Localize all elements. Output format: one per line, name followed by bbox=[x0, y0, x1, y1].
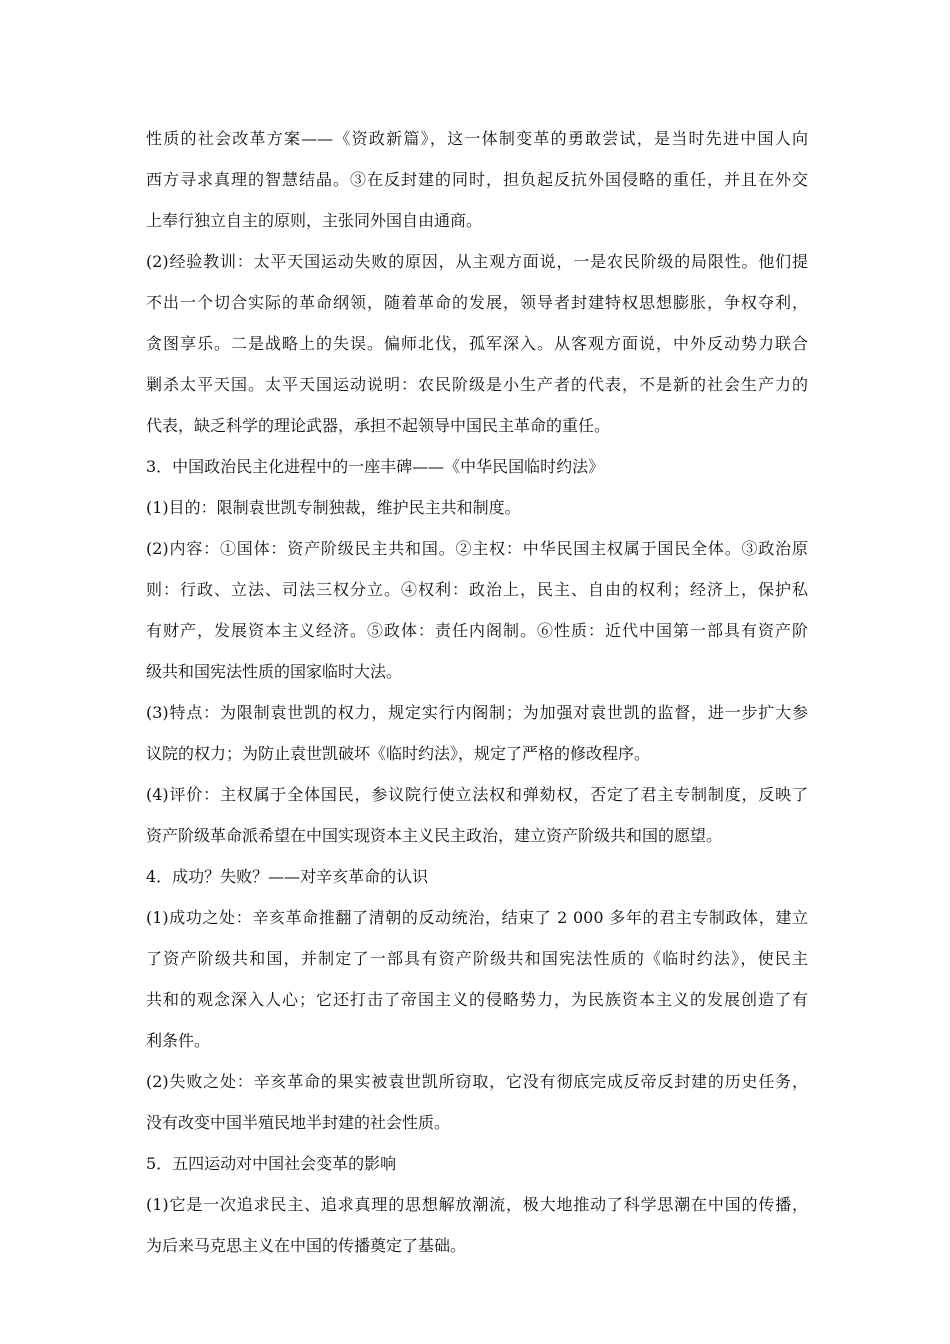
text-line: 贪图享乐。二是战略上的失误。偏师北伐，孤军深入。从客观方面说，中外反动势力联合 bbox=[146, 334, 808, 353]
text-line: 则：行政、立法、司法三权分立。④权利：政治上，民主、自由的权利；经济上，保护私 bbox=[146, 580, 808, 599]
text-line: 4．成功？失败？——对辛亥革命的认识 bbox=[146, 867, 429, 886]
text-line: 3．中国政治民主化进程中的一座丰碑——《中华民国临时约法》 bbox=[146, 457, 605, 476]
text-line: 剿杀太平天国。太平天国运动说明：农民阶级是小生产者的代表，不是新的社会生产力的 bbox=[146, 375, 808, 394]
text-line: 共和的观念深入人心；它还打击了帝国主义的侵略势力，为民族资本主义的发展创造了有 bbox=[146, 990, 808, 1009]
text-line: 5．五四运动对中国社会变革的影响 bbox=[146, 1154, 397, 1173]
text-line: 为后来马克思主义在中国的传播奠定了基础。 bbox=[146, 1236, 467, 1255]
text-line: 议院的权力；为防止袁世凯破坏《临时约法》，规定了严格的修改程序。 bbox=[146, 744, 651, 763]
text-line: (2)失败之处：辛亥革命的果实被袁世凯所窃取，它没有彻底完成反帝反封建的历史任务， bbox=[146, 1072, 808, 1091]
text-line: 级共和国宪法性质的国家临时大法。 bbox=[146, 662, 403, 681]
text-line: (2)内容：①国体：资产阶级民主共和国。②主权：中华民国主权属于国民全体。③政治原 bbox=[146, 539, 808, 558]
text-line: (1)成功之处：辛亥革命推翻了清朝的反动统治，结束了 2 000 多年的君主专制政体，建立 bbox=[146, 908, 808, 927]
text-line: (4)评价：主权属于全体国民，参议院行使立法权和弹劾权，否定了君主专制制度，反映了 bbox=[146, 785, 808, 804]
text-line: 利条件。 bbox=[146, 1031, 211, 1050]
text-line: 有财产，发展资本主义经济。⑤政体：责任内阁制。⑥性质：近代中国第一部具有资产阶 bbox=[146, 621, 808, 640]
text-line: 了资产阶级共和国，并制定了一部具有资产阶级共和国宪法性质的《临时约法》，使民主 bbox=[146, 949, 808, 968]
text-line: (3)特点：为限制袁世凯的权力，规定实行内阁制；为加强对袁世凯的监督，进一步扩大参 bbox=[146, 703, 808, 722]
text-line: 资产阶级革命派希望在中国实现资本主义民主政治，建立资产阶级共和国的愿望。 bbox=[146, 826, 723, 845]
text-line: (2)经验教训：太平天国运动失败的原因，从主观方面说，一是农民阶级的局限性。他们提 bbox=[146, 252, 808, 271]
text-line: 性质的社会改革方案——《资政新篇》，这一体制变革的勇敢尝试，是当时先进中国人向 bbox=[146, 129, 808, 148]
text-line: 代表，缺乏科学的理论武器，承担不起领导中国民主革命的重任。 bbox=[146, 416, 611, 435]
text-line: 上奉行独立自主的原则，主张同外国自由通商。 bbox=[146, 211, 483, 230]
text-line: (1)它是一次追求民主、追求真理的思想解放潮流，极大地推动了科学思潮在中国的传播， bbox=[146, 1195, 808, 1214]
text-line: 西方寻求真理的智慧结晶。③在反封建的同时，担负起反抗外国侵略的重任，并且在外交 bbox=[146, 170, 808, 189]
document-body bbox=[146, 118, 808, 1266]
text-line: 没有改变中国半殖民地半封建的社会性质。 bbox=[146, 1113, 451, 1132]
text-line: 不出一个切合实际的革命纲领，随着革命的发展，领导者封建特权思想膨胀，争权夺利， bbox=[146, 293, 808, 312]
text-line: (1)目的：限制袁世凯专制独裁，维护民主共和制度。 bbox=[146, 498, 521, 517]
